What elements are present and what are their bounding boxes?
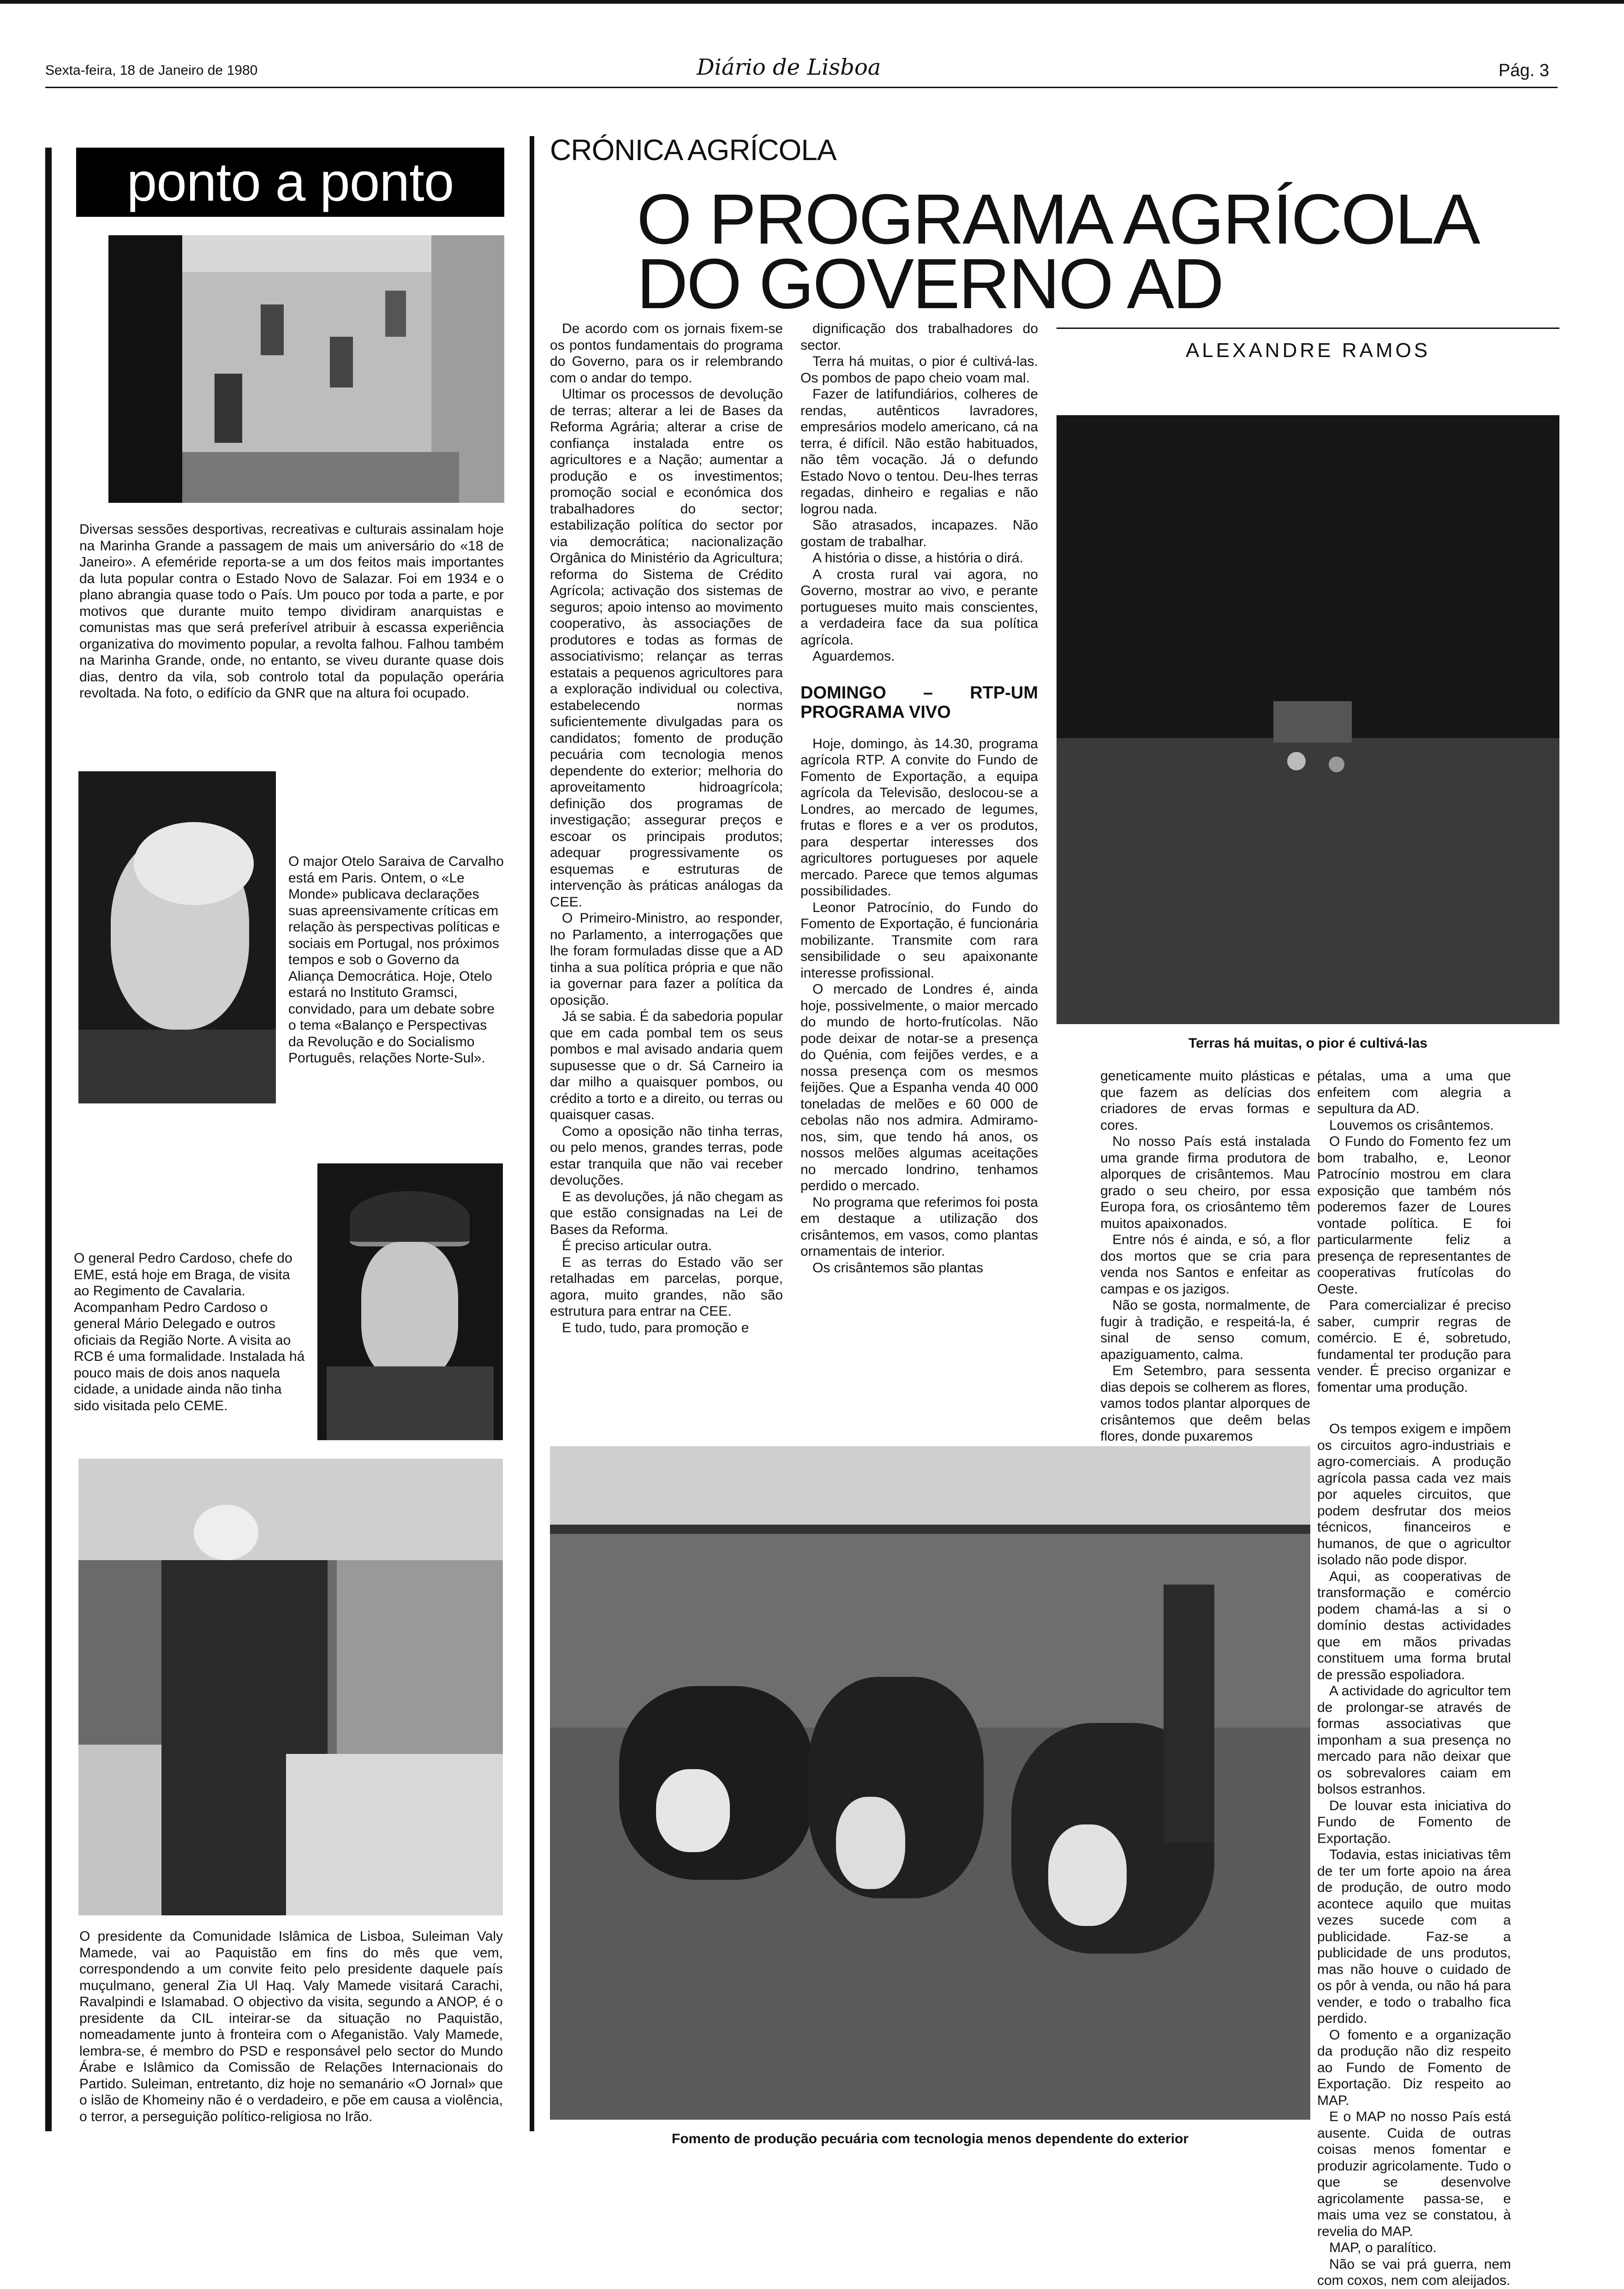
col1-para: Como a oposição não tinha terras, ou pelo menos, grandes terras, pode estar tranquila que não vai receber devoluções. [550, 1123, 783, 1188]
col3-para: Não se gosta, normalmente, de fugir à tradição, e respeitá-la, é sinal de senso comum, apaziguamento, calma. [1100, 1298, 1310, 1362]
masthead: Diário de Lisboa [697, 54, 881, 80]
byline-rule [1057, 328, 1559, 329]
col3-para: Entre nós é ainda, e só, a flor dos mortos que se cria para venda nos Santos e enfeitar as campas e os jazigos. [1100, 1232, 1310, 1297]
col2-para: dignificação dos trabalhadores do sector. [800, 321, 1038, 353]
article-byline: ALEXANDRE RAMOS [1185, 339, 1431, 362]
col1-para: E as devoluções, já não chegam as que estão consignadas na Lei de Bases da Reforma. [550, 1189, 783, 1237]
sidebar-item-pedro-cardoso: O general Pedro Cardoso, chefe do EME, está hoje em Braga, de visita ao Regimento de Cavalaria. Acompanham Pedro Cardoso o general Mário Delegado e outros oficiais da Região Norte. A visita ao RCB é uma formalidade. Instalada há pouco mais de dois anos naquela cidade, a unidade ainda não tinha sido visitada pelo CEME. [74, 1251, 305, 1413]
col4b-para: O fomento e a organização da produção não diz respeito ao Fundo de Fomento de Exportação. Diz respeito ao MAP. [1317, 2027, 1511, 2108]
header-date: Sexta-feira, 18 de Janeiro de 1980 [45, 63, 258, 78]
col2b-para: Leonor Patrocínio, do Fundo do Fomento de Exportação, é funcionária mobilizante. Transmite com rara sensibilidade o seu apaixonante interesse profissional. [800, 900, 1038, 981]
sidebar-left-rule [45, 148, 52, 2131]
sidebar-banner-label: ponto a ponto [126, 152, 454, 213]
col2-para: Fazer de latifundiários, colheres de rendas, autênticos lavradores, empresários modelo americano, cá na terra, é difícil. Não estão habituados, não têm vocação. Já o defundo Estado Novo o tentou. Deu-lhes terras regadas, dinheiro e regalias e não logrou nada. [800, 387, 1038, 517]
photo-pedro-cardoso [317, 1163, 503, 1440]
col4-para: O Fundo do Fomento fez um bom trabalho, e, Leonor Patrocínio mostrou em clara exposição que também nós poderemos fazer de Loures vontade política. E foi particularmente feliz a presença de representantes de cooperativas frutícolas do Oeste. [1317, 1134, 1511, 1297]
col2-para: Aguardemos. [812, 649, 895, 664]
photo-suleiman [78, 1459, 503, 1915]
col2-para: A história o disse, a história o dirá. [812, 550, 1023, 566]
col1-para: E as terras do Estado vão ser retalhadas em parcelas, porque, agora, muito grandes, não são estrutura para entrar na CEE. [550, 1254, 783, 1319]
header-rule [45, 87, 1558, 88]
article-subhead: DOMINGO – RTP-UM PROGRAMA VIVO [800, 683, 1038, 722]
sidebar-right-rule [530, 136, 534, 2131]
col4b-para: E o MAP no nosso País está ausente. Cuida de outras coisas menos fomentar e produzir agricolamente. Tudo o que se desenvolve agricolamente passa-se, e mais uma vez se constatou, à revelia do MAP. [1317, 2109, 1511, 2239]
article-column-4 [1317, 1068, 1511, 2289]
col1-para: Já se sabia. É da sabedoria popular que em cada pombal tem os seus pombos e mal avisado andaria quem supusesse que o dr. Sá Carneiro ia dar milho a quaisquer pombos, ou crédito a torto e a direito, ou terras ou quaisquer casas. [550, 1009, 783, 1122]
sidebar-item-marinha-grande: Diversas sessões desportivas, recreativas e culturais assinalam hoje na Marinha Grande a passagem de mais um aniversário do «18 de Janeiro». A efeméride reporta-se a um dos feitos mais importantes da luta popular contra o Estado Novo de Salazar. Foi em 1934 e o plano abrangia quase todo o País. Um pouco por toda a parte, e por motivos que durante muito tempo dividiram anarquistas e comunistas mas que será preferível atribuir à escassa experiência organizativa do movimento popular, a revolta falhou. Falhou também na Marinha Grande, onde, no entanto, se viveu durante quase dois dias, dentro da vila, sob controlo total da população operária revoltada. Na foto, o edifício da GNR que na altura foi ocupado. [79, 522, 504, 701]
col4b-para: De louvar esta iniciativa do Fundo de Fomento de Exportação. [1317, 1798, 1511, 1846]
photo-gnr-building [108, 235, 504, 503]
col2-para: São atrasados, incapazes. Não gostam de trabalhar. [800, 518, 1038, 549]
col4-para: Louvemos os crisântemos. [1329, 1117, 1494, 1133]
col4-para: Para comercializar é preciso saber, cumprir regras de comércio. E é, sobretudo, fundamental ter produção para vender. É preciso organizar e fomentar uma produção. [1317, 1298, 1511, 1395]
photo-cattle [550, 1446, 1310, 2120]
col4b-para: Aqui, as cooperativas de transformação e comércio podem chamá-las a si o domínio destas actividades que em mãos privadas constituem uma forma brutal de pressão espoliadora. [1317, 1568, 1511, 1682]
sidebar-item-suleiman: O presidente da Comunidade Islâmica de Lisboa, Suleiman Valy Mamede, vai ao Paquistão em fins do mês que vem, correspondendo a um convite feito pelo presidente daquele país muçulmano, general Zia Ul Haq. Valy Mamede visitará Carachi, Ravalpindi e Islamabad. O objectivo da visita, segundo a ANOP, é o presidente da CIL inteirar-se da situação no Paquistão, nomeadamente junto à fronteira com o Afeganistão. Valy Mamede, lembra-se, é membro do PSD e responsável pelo sector do Mundo Árabe e Islâmico da Comissão de Relações Internacionais do Partido. Suleiman, entretanto, diz hoje no semanário «O Jornal» que o islão de Khomeiny não é o verdadeiro, e põe em causa a violência, o terror, a perseguição político-religiosa no Irão. [79, 1929, 503, 2124]
caption-tractor: Terras há muitas, o pior é cultivá-las [1188, 1036, 1427, 1051]
top-rule [0, 0, 1624, 4]
col2b-para: Hoje, domingo, às 14.30, programa agrícola RTP. A convite do Fundo de Fomento de Exportação, a equipa agrícola da Televisão, deslocou-se a Londres, ao mercado de legumes, frutas e flores e a ver os produtos, para despertar interesses dos agricultores portugueses por aquele mercado. Parece que temos algumas possibilidades. [800, 736, 1038, 899]
col2-para: A crosta rural vai agora, no Governo, mostrar ao vivo, e perante portugueses muito mais conscientes, a verdadeira face da sua política agrícola. [800, 566, 1038, 648]
sidebar-banner [76, 148, 504, 217]
col2-para: Terra há muitas, o pior é cultivá-las. Os pombos de papo cheio voam mal. [800, 354, 1038, 386]
col4b-para: A actividade do agricultor tem de prolongar-se através de formas associativas que imponham a sua presença no mercado para não deixar que os sobrevalores caiam em bolsos estranhos. [1317, 1683, 1511, 1797]
col2b-para: No programa que referimos foi posta em destaque a utilização dos crisântemos, em vasos, como plantas ornamentais de interior. [800, 1194, 1038, 1259]
page-number: Pág. 3 [1499, 61, 1549, 80]
article-column-2 [800, 321, 1038, 1276]
col2b-para: O mercado de Londres é, ainda hoje, possivelmente, o maior mercado do mundo de horto-frutícolas. Não pode deixar de notar-se a presença do Quénia, com feijões verdes, e a nossa presença com os mesmos feijões. Que a Espanha venda 40 000 toneladas de melões e 60 000 de cebolas não nos admira. Admiramo-nos, sim, que tendo há anos, os nossos melões algumas aceitações no mercado londrino, tenhamos perdido o mercado. [800, 982, 1038, 1193]
sidebar-item-otelo: O major Otelo Saraiva de Carvalho está em Paris. Ontem, o «Le Monde» publicava declarações suas apreensivamente críticas em relação às perspectivas políticas e sociais em Portugal, nos próximos tempos e sob o Governo da Aliança Democrática. Hoje, Otelo estará no Instituto Gramsci, convidado, para um debate sobre o tema «Balanço e Perspectivas da Revolução e do Socialismo Português, relações Norte-Sul». [288, 854, 504, 1066]
photo-tractor-night [1057, 415, 1559, 1024]
article-kicker: CRÓNICA AGRÍCOLA [550, 133, 836, 167]
article-headline-line2: DO GOVERNO AD [637, 244, 1223, 323]
article-column-1 [550, 321, 783, 1336]
caption-cattle: Fomento de produção pecuária com tecnologia menos dependente do exterior [671, 2131, 1189, 2146]
col1-para: De acordo com os jornais fixem-se os pontos fundamentais do programa do Governo, para os ir relembrando com o andar do tempo. [550, 321, 783, 386]
col4b-para: Os tempos exigem e impõem os circuitos agro-industriais e agro-comerciais. A produção agrícola passa cada vez mais por aqueles circuitos, que podem desfrutar dos meios técnicos, financeiros e humanos, de que o agricultor isolado não pode dispor. [1317, 1421, 1511, 1568]
col1-para: E tudo, tudo, para promoção e [562, 1320, 749, 1335]
col1-para: O Primeiro-Ministro, ao responder, no Parlamento, a interrogações que lhe foram formuladas disse que a AD tinha a sua política própria e que não ia governar para fazer a política da oposição. [550, 911, 783, 1008]
col2b-para: Os crisântemos são plantas [812, 1260, 984, 1276]
article-headline-line1: O PROGRAMA AGRÍCOLA [637, 179, 1479, 259]
col4-para: pétalas, uma a uma que enfeitem com alegria a sepultura da AD. [1317, 1068, 1511, 1116]
photo-otelo [78, 771, 276, 1103]
col4b-para: MAP, o paralítico. [1329, 2240, 1437, 2255]
col1-para: Ultimar os processos de devolução de terras; alterar a lei de Bases da Reforma Agrária; alterar a crise de confiança instalada entre os agricultores e a Nação; aumentar a produção e os investimentos; promoção social e económica dos trabalhadores do sector; estabilização política do sector por via democrática; nacionalização Orgânica do Ministério da Agricultura; reforma do Sistema de Crédito Agrícola; activação dos sistemas de seguros; apoio intenso ao movimento cooperativo, às associações de produtores e todas as formas de associativismo; relançar as terras estatais a pequenos agricultores para a exploração individual ou colectiva, estabelecendo normas suficientemente divulgadas para os candidatos; fomento de produção pecuária com tecnologia menos dependente do exterior; melhoria do aproveitamento hidroagrícola; definição dos programas de investigação; assegurar preços e escoar os principais produtos; adequar progressivamente os esquemas e estruturas de intervenção às práticas análogas da CEE. [550, 387, 783, 910]
article-column-3 [1100, 1068, 1310, 1445]
col3-para: No nosso País está instalada uma grande firma produtora de alporques de crisântemos. Mau grado o seu cheiro, por essa Europa fora, os criosântemo têm muitos apaixonados. [1100, 1134, 1310, 1231]
col4b-para: Todavia, estas iniciativas têm de ter um forte apoio na área de produção, de outro modo acontece aquilo que muitas vezes sucede com a publicidade. Faz-se a publicidade de uns produtos, mas não houve o cuidado de os pôr à venda, ou não há para vender, e todo o trabalho fica perdido. [1317, 1847, 1511, 2026]
col1-para: É preciso articular outra. [562, 1238, 712, 1253]
col4b-para: Não se vai prá guerra, nem com coxos, nem com aleijados. [1317, 2256, 1511, 2288]
col3-para: Em Setembro, para sessenta dias depois se colherem as flores, vamos todos plantar alporques de crisântemos que deêm belas flores, donde puxaremos [1100, 1363, 1310, 1444]
col3-para: geneticamente muito plásticas e que fazem as delícias dos criadores de ervas formas e cores. [1100, 1068, 1310, 1133]
